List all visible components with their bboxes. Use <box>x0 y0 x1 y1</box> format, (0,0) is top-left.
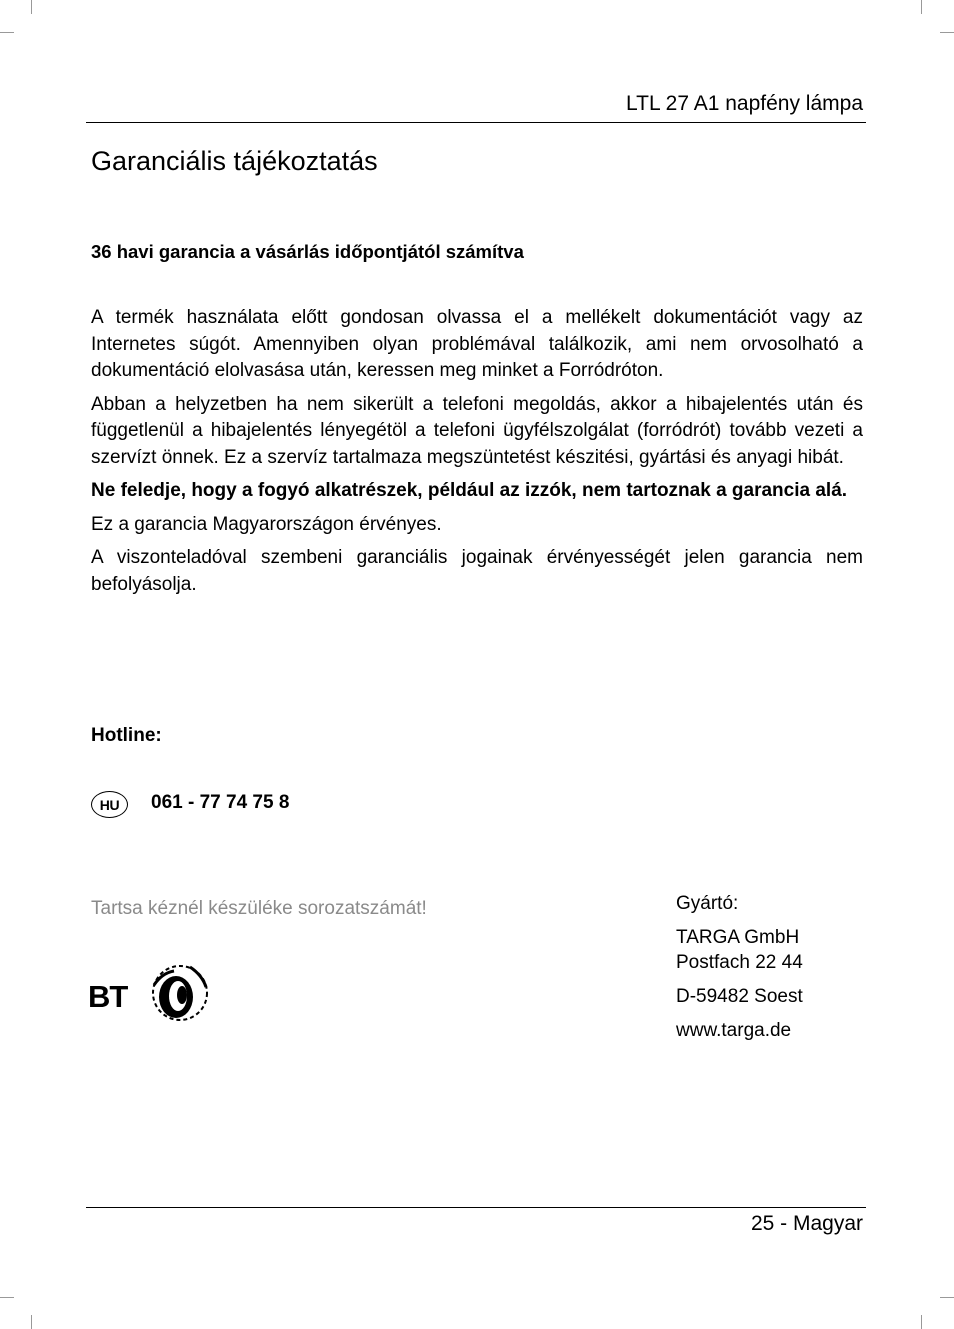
manufacturer-website: www.targa.de <box>676 1020 792 1041</box>
paragraph-intro: A termék használata előtt gondosan olvassa el a mellékelt dokumentációt vagy az Internetes súgót. Amennyiben olyan problémával találkozik, ami nem orvosolható a dokumentáció elolvasása után, keressen meg minket a Forródróton. <box>91 307 863 381</box>
bt-logo <box>88 962 208 1029</box>
crop-mark <box>0 1297 14 1298</box>
crop-mark <box>0 32 14 33</box>
crop-mark <box>31 1315 32 1329</box>
paragraph-consumables: Ne feledje, hogy a fogyó alkatrészek, például az izzók, nem tartoznak a garancia alá. <box>91 480 848 501</box>
paragraph-reseller-rights: A viszonteladóval szembeni garanciális jogainak érvényességét jelen garancia nem befolyásolja. <box>91 547 863 595</box>
serial-number-note: Tartsa kéznél készüléke sorozatszámát! <box>91 898 427 919</box>
country-code-label: HU <box>99 796 120 813</box>
paragraph-service: Abban a helyzetben ha nem sikerült a telefoni megoldás, akkor a hibajelentés után és függetlenül a hibajelentés lényegétöl a telefoni ügyfélszolgálat (forródrót) tovább vezeti a szervízt önnek. Ez a szervíz tartalmaza megszüntetést készitési, gyártási és anyagi hibát. <box>91 393 863 468</box>
crop-mark <box>921 0 922 14</box>
warranty-body <box>91 305 863 605</box>
hotline-phone: 061 - 77 74 75 8 <box>151 792 290 813</box>
hotline-label: Hotline: <box>91 725 162 746</box>
warranty-subheading: 36 havi garancia a vásárlás időpontjától számítva <box>91 241 524 262</box>
crop-mark <box>940 1297 954 1298</box>
header-rule <box>86 122 866 123</box>
manufacturer-label: Gyártó: <box>676 893 739 914</box>
manufacturer-city: D-59482 Soest <box>676 986 803 1007</box>
page-title: Garanciális tájékoztatás <box>91 146 378 176</box>
paragraph-validity: Ez a garancia Magyarországon érvényes. <box>91 513 442 535</box>
bt-logo-text: BT <box>88 979 128 1014</box>
country-code-badge <box>91 791 128 818</box>
bt-piper-icon <box>153 966 207 1020</box>
manufacturer-postbox: Postfach 22 44 <box>676 952 803 973</box>
crop-mark <box>940 32 954 33</box>
footer-rule <box>86 1207 866 1208</box>
footer-page-label: 25 - Magyar <box>750 1212 863 1235</box>
header-product-title: LTL 27 A1 napfény lámpa <box>626 92 863 115</box>
manufacturer-company: TARGA GmbH <box>676 927 800 948</box>
crop-mark <box>921 1315 922 1329</box>
crop-mark <box>31 0 32 14</box>
